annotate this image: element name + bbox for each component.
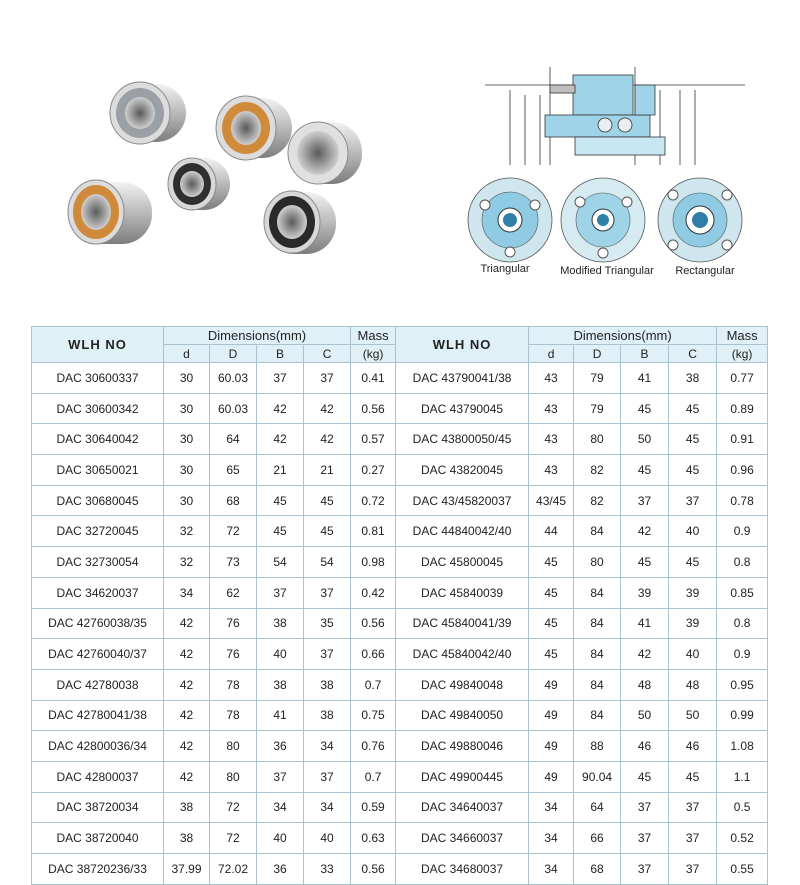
cell-model: DAC 30600342 xyxy=(32,393,164,424)
cell-model: DAC 32720045 xyxy=(32,516,164,547)
cell-D: 88 xyxy=(574,731,621,762)
cell-B: 42 xyxy=(257,424,304,455)
bearing-grey-seal xyxy=(110,82,186,144)
cell-B: 42 xyxy=(257,393,304,424)
cell-B: 48 xyxy=(621,669,669,700)
cell-D: 84 xyxy=(574,700,621,731)
cell-mass: 0.85 xyxy=(717,577,768,608)
cell-model: DAC 43790045 xyxy=(396,393,529,424)
cell-model: DAC 42800037 xyxy=(32,761,164,792)
table-row xyxy=(32,761,768,792)
cell-d: 49 xyxy=(529,731,574,762)
cell-B: 45 xyxy=(621,761,669,792)
cell-B: 41 xyxy=(621,608,669,639)
cell-D: 68 xyxy=(574,854,621,885)
cell-D: 84 xyxy=(574,608,621,639)
cell-mass: 0.7 xyxy=(351,761,396,792)
cell-d: 49 xyxy=(529,761,574,792)
cell-d: 49 xyxy=(529,700,574,731)
cell-mass: 1.1 xyxy=(717,761,768,792)
cell-mass: 0.56 xyxy=(351,608,396,639)
cell-C: 33 xyxy=(304,854,351,885)
cell-D: 60.03 xyxy=(210,393,257,424)
cell-mass: 0.98 xyxy=(351,547,396,578)
bearing-steel xyxy=(288,122,362,184)
cell-d: 43 xyxy=(529,363,574,394)
cell-D: 64 xyxy=(210,424,257,455)
cell-D: 79 xyxy=(574,363,621,394)
cell-B: 37 xyxy=(257,363,304,394)
cell-model: DAC 42800036/34 xyxy=(32,731,164,762)
rectangular-view xyxy=(658,178,742,262)
cell-d: 34 xyxy=(529,854,574,885)
cell-C: 45 xyxy=(669,424,717,455)
cell-B: 50 xyxy=(621,424,669,455)
table-row xyxy=(32,669,768,700)
cell-model: DAC 44840042/40 xyxy=(396,516,529,547)
cell-D: 72 xyxy=(210,823,257,854)
table-row xyxy=(32,363,768,394)
cell-model: DAC 49840050 xyxy=(396,700,529,731)
cell-mass: 0.57 xyxy=(351,424,396,455)
header-B: B xyxy=(257,345,304,363)
cell-mass: 0.59 xyxy=(351,792,396,823)
table-row xyxy=(32,731,768,762)
cell-D: 84 xyxy=(574,669,621,700)
cell-C: 34 xyxy=(304,792,351,823)
cell-D: 64 xyxy=(574,792,621,823)
bearings-photo xyxy=(60,70,380,270)
cell-C: 38 xyxy=(669,363,717,394)
cell-B: 45 xyxy=(257,485,304,516)
header-D: D xyxy=(574,345,621,363)
header-mass: Mass xyxy=(351,327,396,345)
cell-C: 37 xyxy=(669,792,717,823)
cell-C: 40 xyxy=(669,516,717,547)
cell-B: 54 xyxy=(257,547,304,578)
cell-B: 36 xyxy=(257,731,304,762)
cell-mass: 0.63 xyxy=(351,823,396,854)
caption-rectangular: Rectangular xyxy=(675,265,735,277)
cell-d: 43 xyxy=(529,424,574,455)
cell-C: 37 xyxy=(304,639,351,670)
cell-model: DAC 30650021 xyxy=(32,455,164,486)
cell-model: DAC 49840048 xyxy=(396,669,529,700)
cell-mass: 0.75 xyxy=(351,700,396,731)
cell-d: 42 xyxy=(164,608,210,639)
cell-D: 90.04 xyxy=(574,761,621,792)
cell-model: DAC 32730054 xyxy=(32,547,164,578)
cell-model: DAC 43790041/38 xyxy=(396,363,529,394)
cell-model: DAC 30680045 xyxy=(32,485,164,516)
header-mass-unit: (kg) xyxy=(717,345,768,363)
cell-d: 30 xyxy=(164,485,210,516)
cell-model: DAC 45840042/40 xyxy=(396,639,529,670)
triangular-view xyxy=(468,178,552,262)
cell-C: 37 xyxy=(304,761,351,792)
cell-model: DAC 42780041/38 xyxy=(32,700,164,731)
cell-d: 49 xyxy=(529,669,574,700)
header-C: C xyxy=(669,345,717,363)
cell-mass: 0.52 xyxy=(717,823,768,854)
cell-mass: 0.41 xyxy=(351,363,396,394)
cell-d: 37.99 xyxy=(164,854,210,885)
cell-d: 45 xyxy=(529,547,574,578)
cell-C: 34 xyxy=(304,731,351,762)
cell-d: 44 xyxy=(529,516,574,547)
cell-model: DAC 30600337 xyxy=(32,363,164,394)
cell-B: 45 xyxy=(621,455,669,486)
cell-d: 34 xyxy=(164,577,210,608)
cell-mass: 0.7 xyxy=(351,669,396,700)
cell-model: DAC 43800050/45 xyxy=(396,424,529,455)
cell-mass: 0.95 xyxy=(717,669,768,700)
cell-model: DAC 34680037 xyxy=(396,854,529,885)
cell-D: 84 xyxy=(574,639,621,670)
cell-C: 40 xyxy=(304,823,351,854)
cell-model: DAC 42760038/35 xyxy=(32,608,164,639)
cell-C: 45 xyxy=(669,547,717,578)
cell-mass: 0.9 xyxy=(717,516,768,547)
header-dimensions: Dimensions(mm) xyxy=(164,327,351,345)
cell-d: 34 xyxy=(529,823,574,854)
cell-D: 73 xyxy=(210,547,257,578)
cell-B: 37 xyxy=(621,823,669,854)
cell-mass: 0.96 xyxy=(717,455,768,486)
cell-d: 45 xyxy=(529,608,574,639)
header-wlh-no: WLH NO xyxy=(32,327,164,363)
cell-D: 68 xyxy=(210,485,257,516)
cell-B: 37 xyxy=(257,761,304,792)
cell-B: 39 xyxy=(621,577,669,608)
cell-model: DAC 43820045 xyxy=(396,455,529,486)
cell-B: 21 xyxy=(257,455,304,486)
cell-model: DAC 34620037 xyxy=(32,577,164,608)
cell-mass: 1.08 xyxy=(717,731,768,762)
header-d: d xyxy=(529,345,574,363)
cell-C: 54 xyxy=(304,547,351,578)
cell-mass: 0.66 xyxy=(351,639,396,670)
bearing-technical-drawing xyxy=(455,55,755,285)
table-row xyxy=(32,608,768,639)
cell-C: 42 xyxy=(304,424,351,455)
cell-mass: 0.77 xyxy=(717,363,768,394)
specification-table xyxy=(31,326,768,885)
caption-triangular: Triangular xyxy=(480,263,530,275)
cell-d: 38 xyxy=(164,792,210,823)
cell-C: 42 xyxy=(304,393,351,424)
cell-C: 45 xyxy=(669,393,717,424)
cell-B: 45 xyxy=(621,547,669,578)
cell-mass: 0.8 xyxy=(717,547,768,578)
cell-B: 40 xyxy=(257,639,304,670)
cell-D: 78 xyxy=(210,669,257,700)
cell-d: 30 xyxy=(164,393,210,424)
header-D: D xyxy=(210,345,257,363)
cell-mass: 0.81 xyxy=(351,516,396,547)
cell-D: 76 xyxy=(210,639,257,670)
table-row xyxy=(32,547,768,578)
cell-D: 78 xyxy=(210,700,257,731)
cell-d: 42 xyxy=(164,669,210,700)
modified-triangular-view xyxy=(561,178,645,262)
cell-D: 72 xyxy=(210,792,257,823)
cell-B: 36 xyxy=(257,854,304,885)
cell-model: DAC 49880046 xyxy=(396,731,529,762)
table-row xyxy=(32,700,768,731)
cell-mass: 0.89 xyxy=(717,393,768,424)
cell-D: 62 xyxy=(210,577,257,608)
cell-B: 50 xyxy=(621,700,669,731)
cell-d: 43 xyxy=(529,393,574,424)
header-mass-unit: (kg) xyxy=(351,345,396,363)
cell-B: 45 xyxy=(621,393,669,424)
bearing-orange-seal-large xyxy=(68,180,152,244)
cell-d: 30 xyxy=(164,424,210,455)
cell-B: 37 xyxy=(621,485,669,516)
cell-C: 39 xyxy=(669,608,717,639)
cell-mass: 0.56 xyxy=(351,854,396,885)
cell-B: 37 xyxy=(257,577,304,608)
cell-B: 42 xyxy=(621,516,669,547)
cell-D: 84 xyxy=(574,577,621,608)
cell-C: 48 xyxy=(669,669,717,700)
cell-D: 65 xyxy=(210,455,257,486)
cell-D: 80 xyxy=(574,547,621,578)
cell-d: 42 xyxy=(164,639,210,670)
cell-B: 46 xyxy=(621,731,669,762)
cell-B: 42 xyxy=(621,639,669,670)
table-row xyxy=(32,639,768,670)
cell-mass: 0.8 xyxy=(717,608,768,639)
cell-C: 37 xyxy=(304,363,351,394)
header-B: B xyxy=(621,345,669,363)
cell-C: 35 xyxy=(304,608,351,639)
header-wlh-no: WLH NO xyxy=(396,327,529,363)
cell-C: 21 xyxy=(304,455,351,486)
table-row xyxy=(32,485,768,516)
bearing-black-seal-small xyxy=(168,158,230,210)
cell-D: 80 xyxy=(574,424,621,455)
cell-B: 41 xyxy=(621,363,669,394)
cell-B: 34 xyxy=(257,792,304,823)
cell-C: 45 xyxy=(304,516,351,547)
cell-d: 30 xyxy=(164,363,210,394)
cell-mass: 0.9 xyxy=(717,639,768,670)
header-d: d xyxy=(164,345,210,363)
cell-d: 45 xyxy=(529,577,574,608)
cell-D: 66 xyxy=(574,823,621,854)
cell-D: 60.03 xyxy=(210,363,257,394)
table-row xyxy=(32,792,768,823)
cell-model: DAC 45800045 xyxy=(396,547,529,578)
header-C: C xyxy=(304,345,351,363)
cell-mass: 0.27 xyxy=(351,455,396,486)
cell-mass: 0.91 xyxy=(717,424,768,455)
cell-model: DAC 42780038 xyxy=(32,669,164,700)
cell-C: 37 xyxy=(669,854,717,885)
cell-D: 82 xyxy=(574,455,621,486)
table-row xyxy=(32,393,768,424)
cell-mass: 0.5 xyxy=(717,792,768,823)
cell-B: 41 xyxy=(257,700,304,731)
header-dimensions: Dimensions(mm) xyxy=(529,327,717,345)
cell-C: 37 xyxy=(304,577,351,608)
cell-D: 82 xyxy=(574,485,621,516)
bearing-orange-seal xyxy=(216,96,292,160)
cell-B: 45 xyxy=(257,516,304,547)
table-row xyxy=(32,424,768,455)
cell-model: DAC 30640042 xyxy=(32,424,164,455)
cell-C: 45 xyxy=(304,485,351,516)
cell-C: 37 xyxy=(669,485,717,516)
cell-B: 40 xyxy=(257,823,304,854)
cell-D: 80 xyxy=(210,761,257,792)
cell-d: 42 xyxy=(164,700,210,731)
cell-d: 42 xyxy=(164,761,210,792)
cell-D: 72 xyxy=(210,516,257,547)
table-row xyxy=(32,455,768,486)
table-row xyxy=(32,516,768,547)
cell-model: DAC 43/45820037 xyxy=(396,485,529,516)
cell-model: DAC 45840039 xyxy=(396,577,529,608)
cell-d: 38 xyxy=(164,823,210,854)
bearing-black-seal xyxy=(264,191,336,254)
cell-C: 37 xyxy=(669,823,717,854)
cell-mass: 0.76 xyxy=(351,731,396,762)
header-mass: Mass xyxy=(717,327,768,345)
cell-model: DAC 38720034 xyxy=(32,792,164,823)
cell-B: 38 xyxy=(257,608,304,639)
cell-model: DAC 45840041/39 xyxy=(396,608,529,639)
cell-C: 45 xyxy=(669,455,717,486)
cell-C: 45 xyxy=(669,761,717,792)
cell-D: 84 xyxy=(574,516,621,547)
caption-modified-triangular: Modified Triangular xyxy=(560,265,654,277)
cell-mass: 0.99 xyxy=(717,700,768,731)
cross-section-view xyxy=(485,67,745,165)
cell-d: 32 xyxy=(164,547,210,578)
cell-C: 46 xyxy=(669,731,717,762)
cell-B: 37 xyxy=(621,854,669,885)
cell-C: 40 xyxy=(669,639,717,670)
cell-D: 76 xyxy=(210,608,257,639)
cell-d: 43 xyxy=(529,455,574,486)
cell-model: DAC 49900445 xyxy=(396,761,529,792)
cell-d: 43/45 xyxy=(529,485,574,516)
cell-mass: 0.78 xyxy=(717,485,768,516)
cell-model: DAC 34640037 xyxy=(396,792,529,823)
cell-C: 39 xyxy=(669,577,717,608)
cell-mass: 0.55 xyxy=(717,854,768,885)
cell-C: 50 xyxy=(669,700,717,731)
cell-C: 38 xyxy=(304,700,351,731)
cell-d: 42 xyxy=(164,731,210,762)
table-row xyxy=(32,577,768,608)
cell-model: DAC 34660037 xyxy=(396,823,529,854)
table-body xyxy=(32,363,768,885)
cell-D: 80 xyxy=(210,731,257,762)
cell-d: 30 xyxy=(164,455,210,486)
cell-mass: 0.42 xyxy=(351,577,396,608)
cell-mass: 0.72 xyxy=(351,485,396,516)
cell-model: DAC 38720236/33 xyxy=(32,854,164,885)
cell-model: DAC 42760040/37 xyxy=(32,639,164,670)
cell-B: 37 xyxy=(621,792,669,823)
cell-d: 34 xyxy=(529,792,574,823)
cell-B: 38 xyxy=(257,669,304,700)
cell-model: DAC 38720040 xyxy=(32,823,164,854)
cell-C: 38 xyxy=(304,669,351,700)
cell-mass: 0.56 xyxy=(351,393,396,424)
cell-d: 45 xyxy=(529,639,574,670)
table-row xyxy=(32,854,768,885)
cell-D: 79 xyxy=(574,393,621,424)
cell-D: 72.02 xyxy=(210,854,257,885)
cell-d: 32 xyxy=(164,516,210,547)
